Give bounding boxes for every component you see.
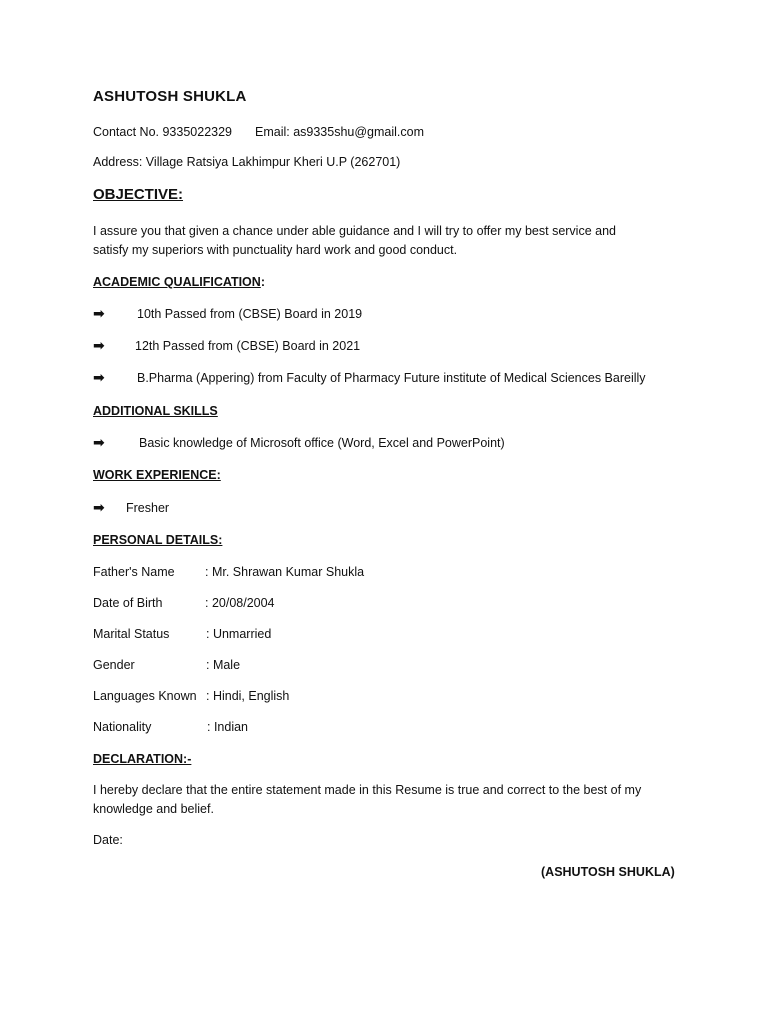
work-heading-text: WORK EXPERIENCE: bbox=[93, 468, 221, 482]
personal-value: : Male bbox=[206, 658, 241, 672]
date-label: Date: bbox=[93, 833, 123, 847]
skill-item: Basic knowledge of Microsoft office (Word, Excel and PowerPoint) bbox=[139, 436, 505, 450]
personal-label: Nationality bbox=[93, 720, 152, 734]
academic-item: 10th Passed from (CBSE) Board in 2019 bbox=[137, 307, 363, 321]
objective-heading: OBJECTIVE: bbox=[93, 186, 184, 203]
academic-heading bbox=[93, 274, 265, 290]
personal-value: : Hindi, English bbox=[206, 689, 290, 703]
personal-value: : 20/08/2004 bbox=[205, 596, 275, 610]
personal-label: Gender bbox=[93, 658, 135, 672]
arrow-bullet-icon: ➡ bbox=[93, 499, 105, 515]
academic-heading-colon: : bbox=[260, 275, 265, 289]
personal-value: : Mr. Shrawan Kumar Shukla bbox=[205, 565, 365, 579]
personal-value: : Indian bbox=[207, 720, 249, 734]
arrow-bullet-icon: ➡ bbox=[93, 305, 105, 321]
academic-heading-text: ACADEMIC QUALIFICATION bbox=[93, 275, 261, 289]
personal-label: Father's Name bbox=[93, 565, 175, 579]
personal-heading bbox=[93, 532, 222, 548]
personal-label: Marital Status bbox=[93, 627, 170, 641]
email-address: Email: as9335shu@gmail.com bbox=[255, 125, 425, 139]
declaration-heading-text: DECLARATION:- bbox=[93, 752, 192, 766]
declaration-text: I hereby declare that the entire statement made in this Resume is true and correct to the best of my knowledge and belief. bbox=[93, 783, 642, 816]
declaration-heading bbox=[93, 751, 191, 767]
signature-name: (ASHUTOSH SHUKLA) bbox=[541, 865, 675, 879]
academic-item: B.Pharma (Appering) from Faculty of Pharmacy Future institute of Medical Sciences Bareilly bbox=[137, 371, 646, 385]
arrow-bullet-icon: ➡ bbox=[93, 337, 105, 353]
skills-heading bbox=[93, 403, 218, 419]
postal-address: Address: Village Ratsiya Lakhimpur Kheri U.P (262701) bbox=[93, 155, 401, 169]
academic-item: 12th Passed from (CBSE) Board in 2021 bbox=[135, 339, 361, 353]
arrow-bullet-icon: ➡ bbox=[93, 434, 105, 450]
personal-heading-text: PERSONAL DETAILS: bbox=[93, 533, 223, 547]
arrow-bullet-icon: ➡ bbox=[93, 369, 105, 385]
contact-number: Contact No. 9335022329 bbox=[93, 125, 232, 139]
objective-text: I assure you that given a chance under able guidance and I will try to offer my best service and satisfy my superiors with punctuality hard work and good conduct. bbox=[93, 224, 616, 257]
skills-heading-text: ADDITIONAL SKILLS bbox=[93, 404, 218, 418]
work-item: Fresher bbox=[126, 501, 170, 515]
personal-value: : Unmarried bbox=[206, 627, 272, 641]
resume-name-title: ASHUTOSH SHUKLA bbox=[93, 88, 247, 105]
personal-label: Languages Known bbox=[93, 689, 197, 703]
personal-label: Date of Birth bbox=[93, 596, 163, 610]
work-heading bbox=[93, 467, 221, 483]
